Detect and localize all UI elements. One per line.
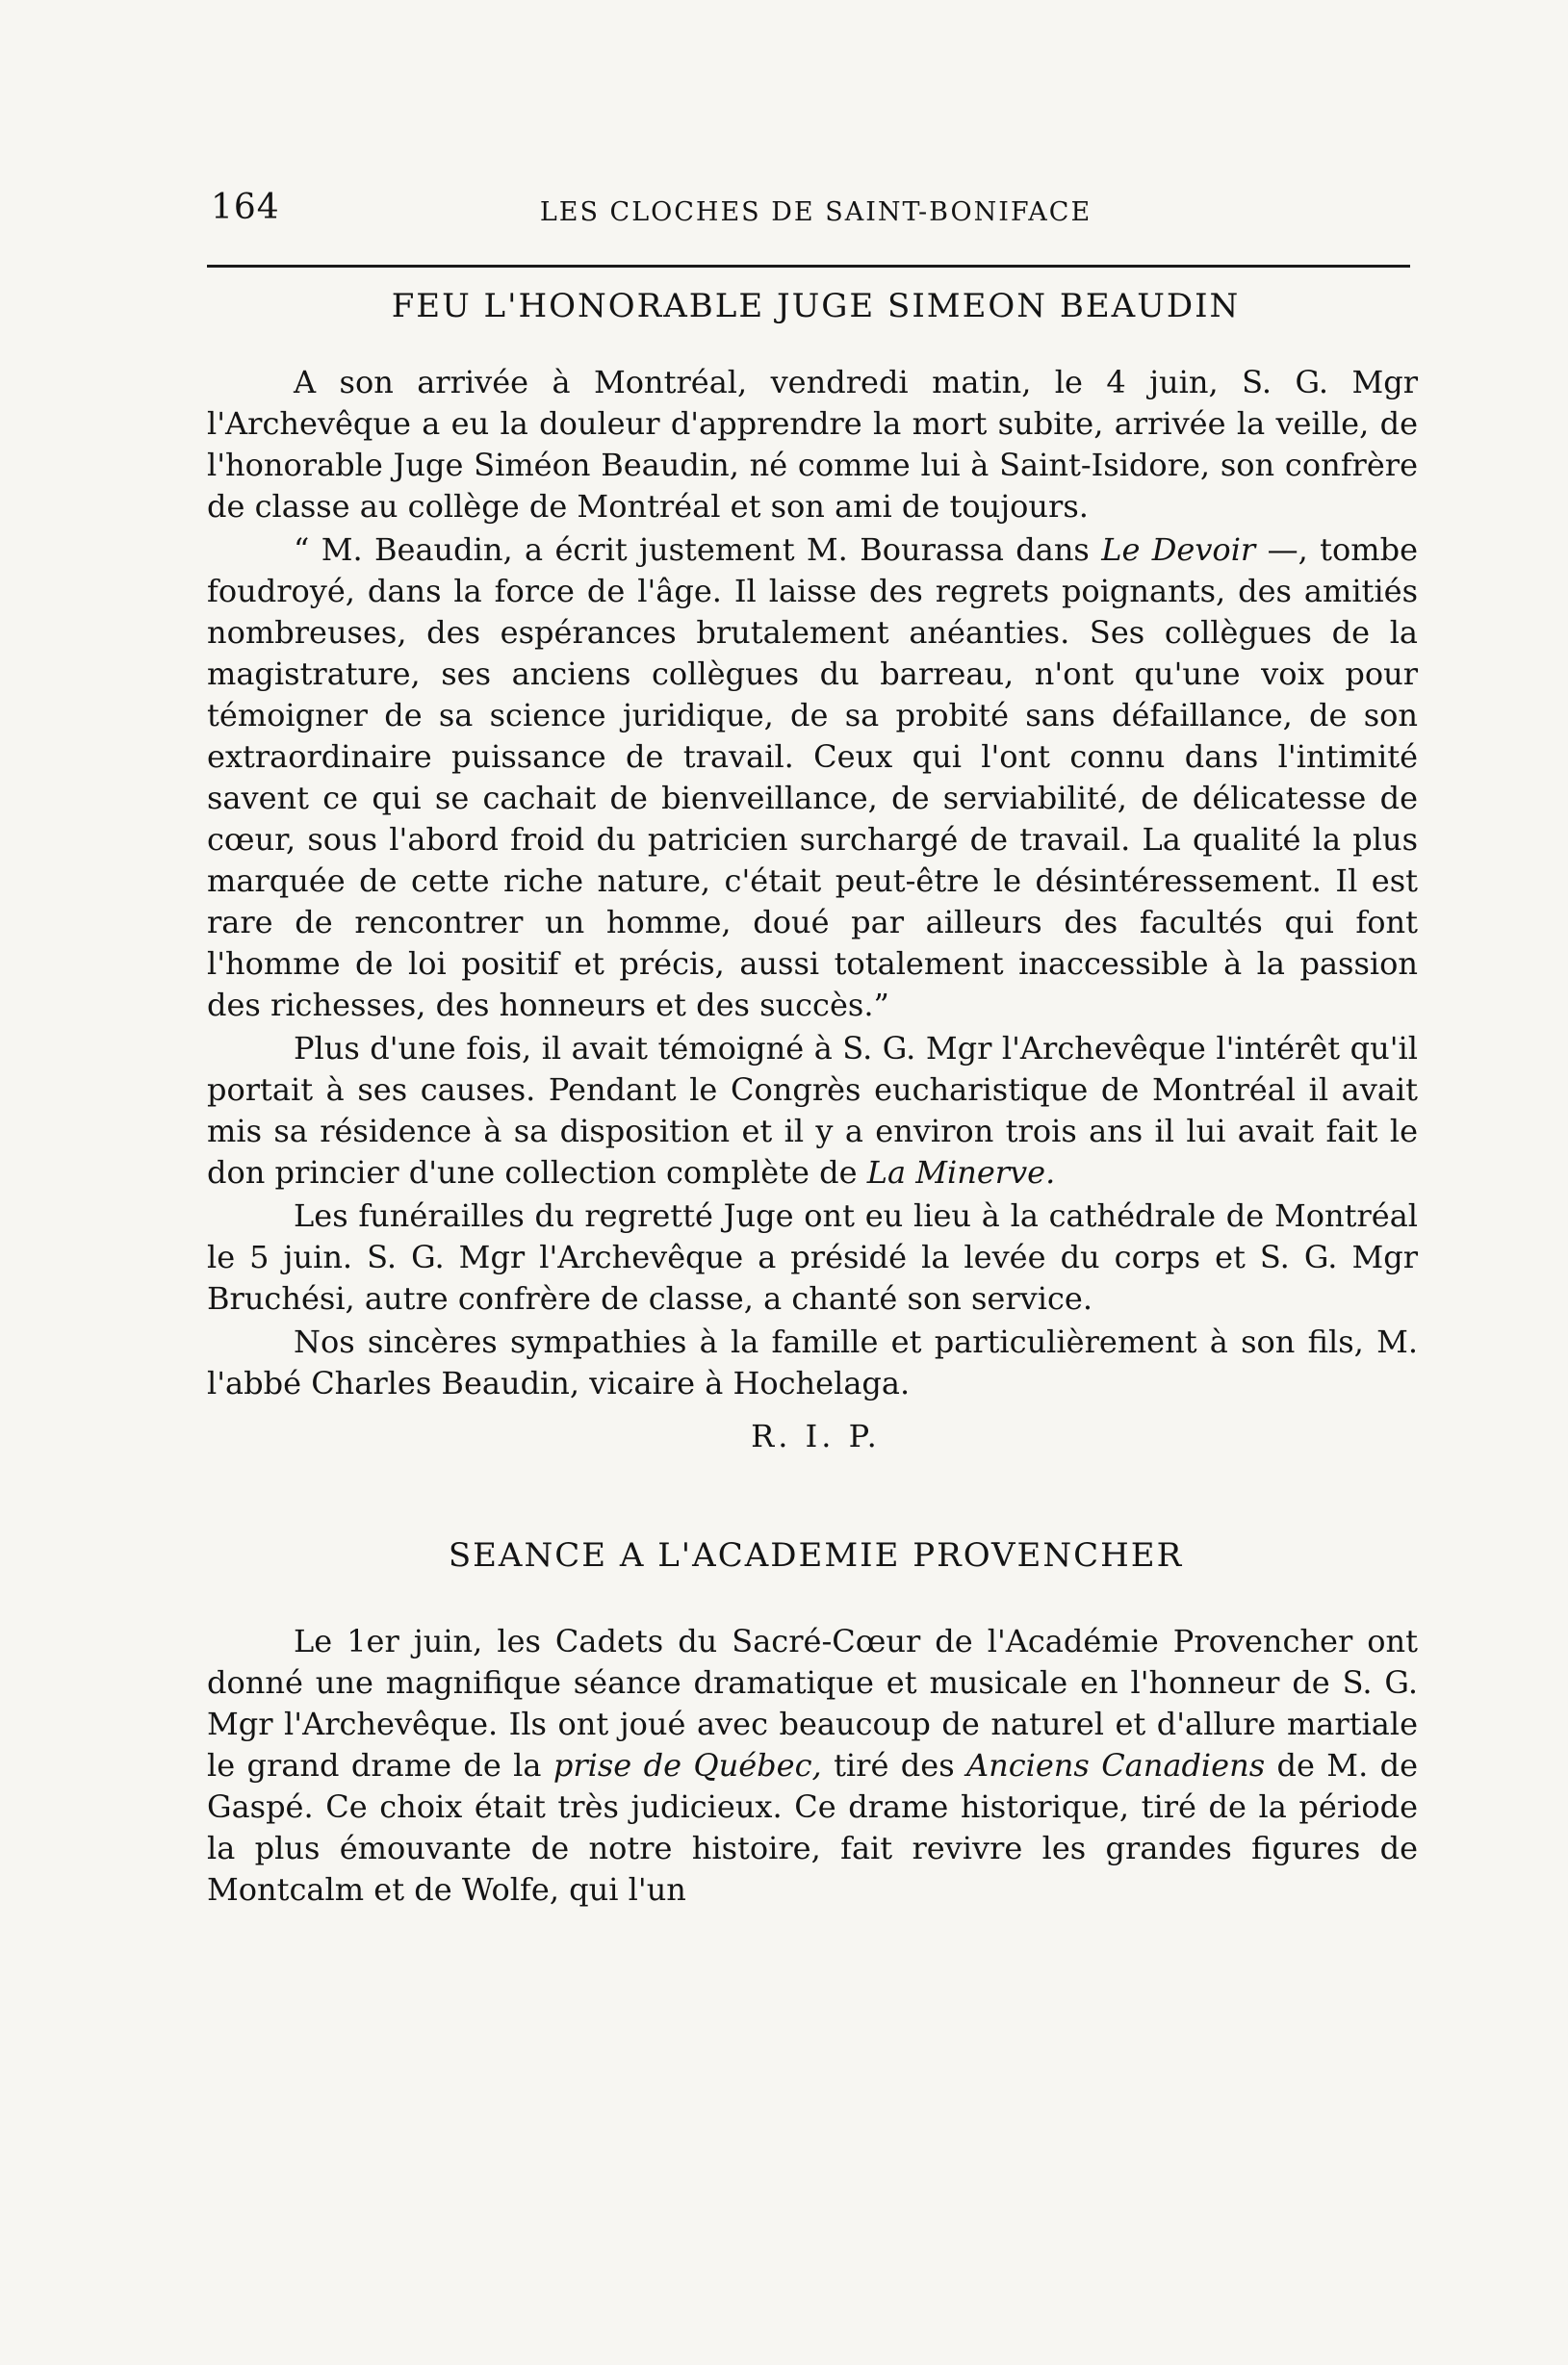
text-run: Plus d'une fois, il avait témoigné à S. G. Mgr l'Archevêque l'intérêt qu'il portait à ses causes. Pendant le Congrès eucharistique de Montréal il avait mis sa résidence à sa disposition et il y a environ trois ans il lui avait fait le don princier d'une collection complète de xyxy=(207,1030,1418,1191)
page-number: 164 xyxy=(211,188,280,227)
paragraph-quote xyxy=(207,529,1418,1026)
text-run: tiré des xyxy=(821,1747,966,1784)
paragraph xyxy=(207,1028,1418,1194)
paragraph: A son arrivée à Montréal, vendredi matin, le 4 juin, S. G. Mgr l'Archevêque a eu la douleur d'apprendre la mort subite, arrivée la veille, de l'honorable Juge Siméon Beaudin, né comme lui à Saint-Isidore, son confrère de classe au collège de Montréal et son ami de toujours. xyxy=(207,364,1418,525)
paragraph: Nos sincères sympathies à la famille et particulièrement à son fils, M. l'abbé Charles Beaudin, vicaire à Hochelaga. xyxy=(207,1324,1418,1401)
publication-title: La Minerve. xyxy=(866,1154,1056,1191)
text-run: “ M. Beaudin, a écrit justement M. Bourassa dans xyxy=(294,531,1102,568)
text-run: de M. de Gaspé. Ce choix était très judicieux. Ce drame historique, tiré de la période la plus émouvante de notre histoire, fait revivre les grandes figures de Montcalm et de Wolfe, qui l'un xyxy=(207,1747,1419,1908)
page-header xyxy=(207,188,1425,245)
publication-title: Le Devoir xyxy=(1101,531,1256,568)
work-title: prise de Québec, xyxy=(553,1747,822,1784)
book-page xyxy=(207,188,1425,1911)
work-title: Anciens Canadiens xyxy=(965,1747,1266,1784)
header-rule xyxy=(207,265,1410,268)
paragraph: Les funérailles du regretté Juge ont eu lieu à la cathédrale de Montréal le 5 juin. S. G. Mgr l'Archevêque a présidé la levée du corps et S. G. Mgr Bruchési, autre confrère de classe, a chanté son service. xyxy=(207,1197,1418,1317)
running-head: LES CLOCHES DE SAINT-BONIFACE xyxy=(539,197,1092,227)
rip-line: R. I. P. xyxy=(751,1418,881,1454)
article-title-academie: SEANCE A L'ACADEMIE PROVENCHER xyxy=(448,1536,1184,1575)
paragraph xyxy=(207,1621,1418,1911)
article-title-beaudin: FEU L'HONORABLE JUGE SIMEON BEAUDIN xyxy=(391,287,1241,325)
text-run: —, tombe foudroyé, dans la force de l'âge. Il laisse des regrets poignants, des amitiés nombreuses, des espérances brutalement anéanties. Ses collègues de la magistrature, ses anciens collègues du barreau, n'ont qu'une voix pour témoigner de sa science juridique, de sa probité sans défaillance, de son extraordinaire puissance de travail. Ceux qui l'ont connu dans l'intimité savent ce qui se cachait de bienveillance, de serviabilité, de délicatesse de cœur, sous l'abord froid du patricien surchargé de travail. La qualité la plus marquée de cette riche nature, c'était peut-être le désintéressement. Il est rare de rencontrer un homme, doué par ailleurs des facultés qui font l'homme de loi positif et précis, aussi totalement inaccessible à la passion des richesses, des honneurs et des succès.” xyxy=(207,531,1419,1023)
text-run: Le 1er juin, les Cadets du Sacré-Cœur de l'Académie Provencher ont donné une magnifique séance dramatique et musicale en l'honneur de S. G. Mgr l'Archevêque. Ils ont joué avec beaucoup de naturel et d'allure martiale le grand drame de la xyxy=(207,1623,1418,1784)
